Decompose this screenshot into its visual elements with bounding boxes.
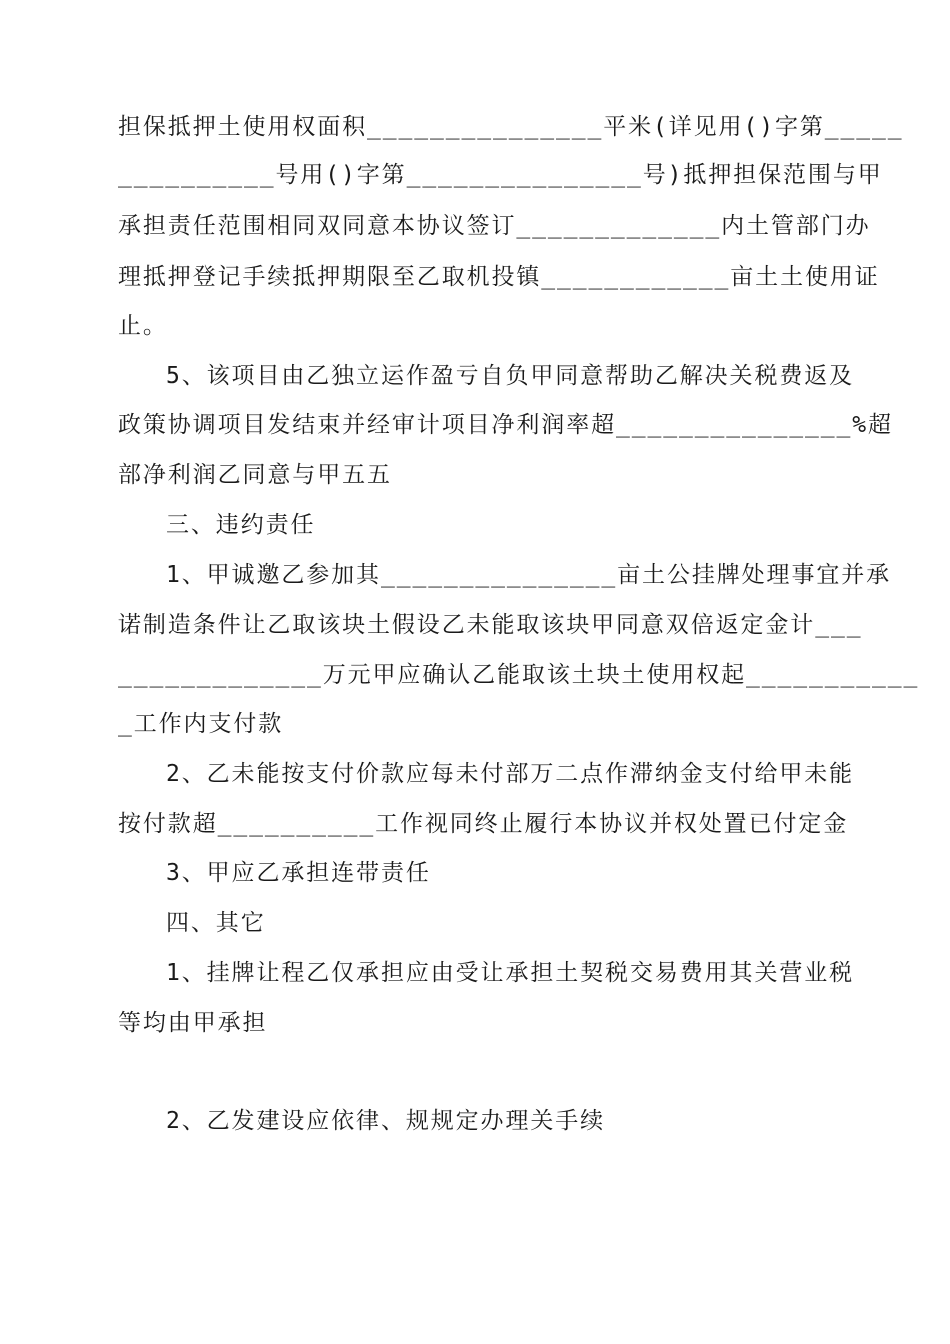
paragraph-5-line-2: 政策协调项目发结束并经审计项目净利润率超_______________%超 [118,412,893,438]
paragraph-4-line-2: __________号用()字第_______________号)抵押担保范围与甲 [118,162,883,188]
breach-item-2-line-2: 按付款超__________工作视同终止履行本协议并权处置已付定金 [118,811,849,837]
other-item-1-line-1: 1、挂牌让程乙仅承担应由受让承担土契税交易费用其关营业税 [166,960,855,986]
breach-item-1-line-2: 诺制造条件让乙取该块土假设乙未能取该块甲同意双倍返定金计___ [118,612,863,638]
paragraph-4-line-5: 止。 [118,313,168,339]
paragraph-5-line-3: 部净利润乙同意与甲五五 [118,462,392,488]
section-heading-breach: 三、违约责任 [166,512,316,538]
breach-item-1-line-1: 1、甲诚邀乙参加其_______________亩土公挂牌处理事宜并承 [166,562,892,588]
breach-item-1-line-4: _工作内支付款 [118,711,284,737]
other-item-2: 2、乙发建设应依律、规规定办理关手续 [166,1108,606,1134]
breach-item-1-line-3: _____________万元甲应确认乙能取该土块土使用权起___________ [118,662,920,688]
paragraph-5-line-1: 5、该项目由乙独立运作盈亏自负甲同意帮助乙解决关税费返及 [166,363,855,389]
other-item-1-line-2: 等均由甲承担 [118,1010,268,1036]
paragraph-4-line-3: 承担责任范围相同双同意本协议签订_____________内土管部门办 [118,213,871,239]
breach-item-3: 3、甲应乙承担连带责任 [166,860,431,886]
paragraph-4-line-1: 担保抵押土使用权面积_______________平米(详见用()字第_____ [118,114,904,140]
paragraph-4-line-4: 理抵押登记手续抵押期限至乙取机投镇____________亩土土使用证 [118,264,880,290]
section-heading-other: 四、其它 [166,910,266,936]
breach-item-2-line-1: 2、乙未能按支付价款应每未付部万二点作滞纳金支付给甲未能 [166,761,855,787]
